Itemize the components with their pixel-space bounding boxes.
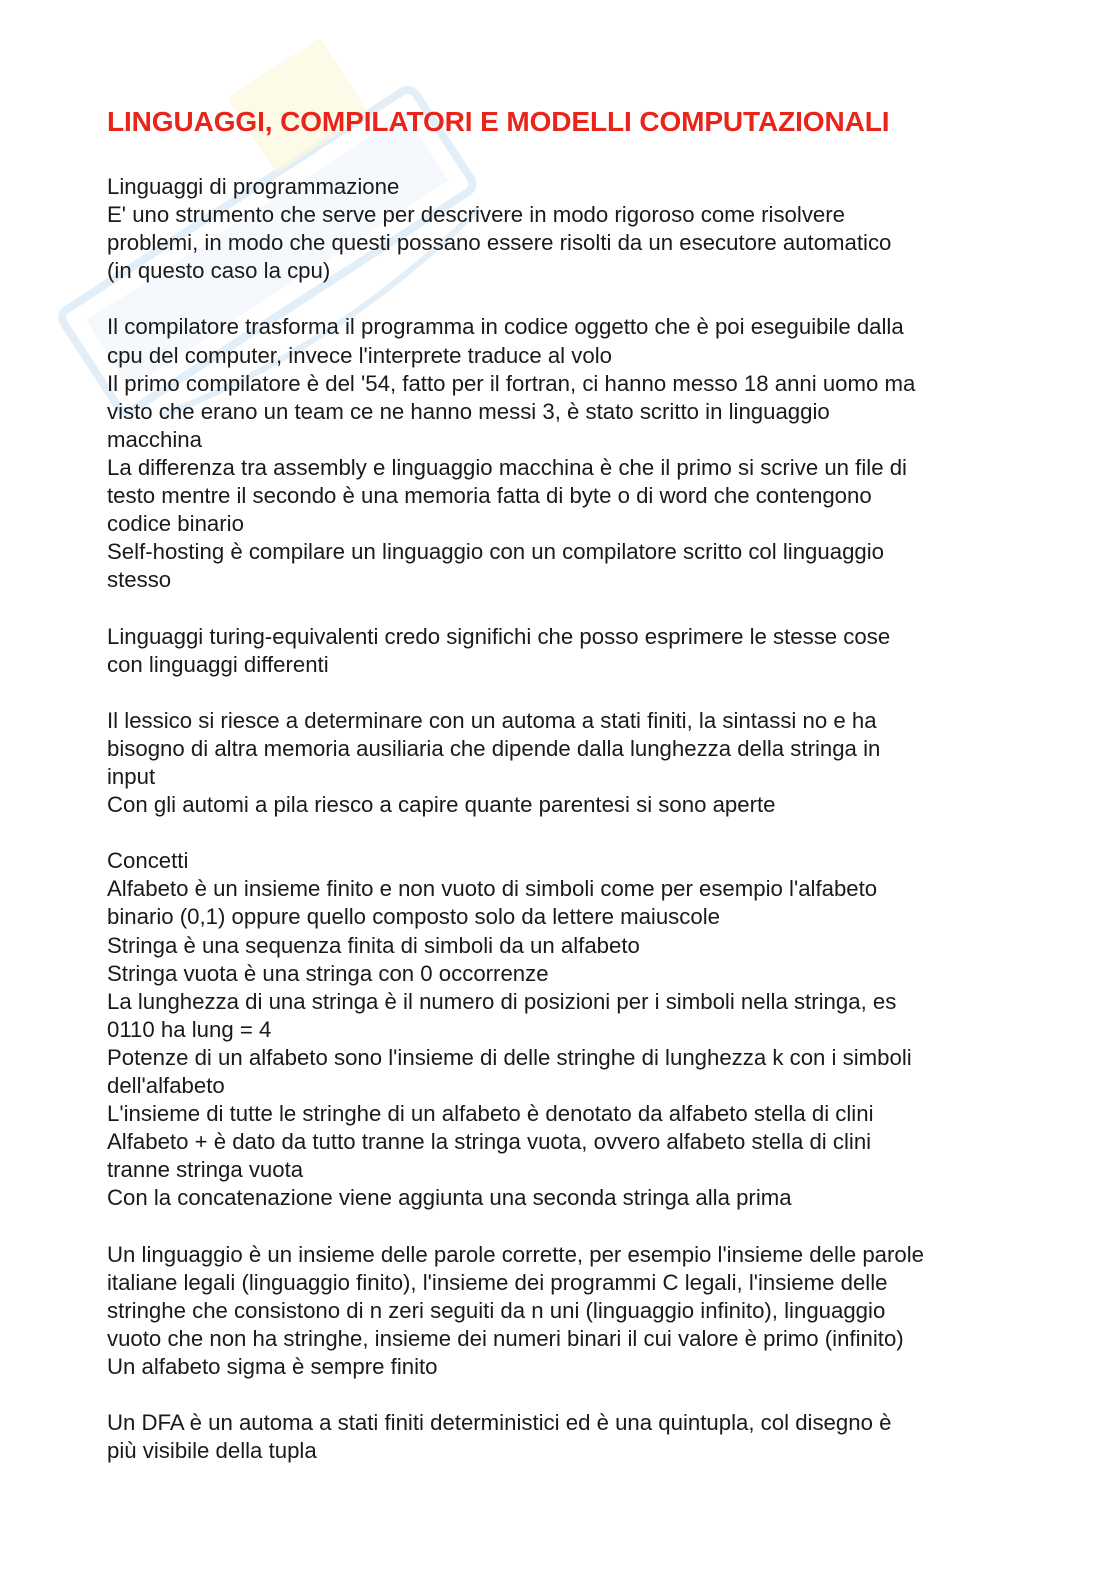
- text-line: Linguaggi turing-equivalenti credo significhi che posso esprimere le stesse cose: [107, 623, 891, 649]
- paragraph: [107, 313, 1017, 594]
- text-line: (in questo caso la cpu): [107, 258, 331, 284]
- text-line: Alfabeto è un insieme finito e non vuoto di simboli come per esempio l'alfabeto: [107, 876, 878, 902]
- text-line: macchina: [107, 426, 202, 452]
- text-line: visto che erano un team ce ne hanno messi 3, è stato scritto in linguaggio: [107, 398, 830, 424]
- paragraph: [107, 1409, 1017, 1465]
- text-line: Un alfabeto sigma è sempre finito: [107, 1353, 438, 1379]
- text-line: La differenza tra assembly e linguaggio macchina è che il primo si scrive un file di: [107, 454, 907, 480]
- text-line: vuoto che non ha stringhe, insieme dei numeri binari il cui valore è primo (infinito): [107, 1325, 904, 1351]
- text-line: L'insieme di tutte le stringhe di un alfabeto è denotato da alfabeto stella di clini: [107, 1101, 874, 1127]
- text-line: 0110 ha lung = 4: [107, 1016, 272, 1042]
- text-line: Stringa è una sequenza finita di simboli da un alfabeto: [107, 932, 640, 958]
- document-page: [107, 105, 1017, 1465]
- text-line: bisogno di altra memoria ausiliaria che dipende dalla lunghezza della stringa in: [107, 735, 881, 761]
- text-line: Un linguaggio è un insieme delle parole corrette, per esempio l'insieme delle parole: [107, 1241, 925, 1267]
- paragraph-gap: [107, 594, 1017, 622]
- text-line: stringhe che consistono di n zeri seguiti da n uni (linguaggio infinito), linguaggio: [107, 1297, 886, 1323]
- paragraph: [107, 623, 1017, 679]
- text-line: Il primo compilatore è del '54, fatto per il fortran, ci hanno messo 18 anni uomo ma: [107, 370, 916, 396]
- text-line: con linguaggi differenti: [107, 651, 329, 677]
- text-line: Il lessico si riesce a determinare con un automa a stati finiti, la sintassi no e ha: [107, 707, 877, 733]
- text-line: italiane legali (linguaggio finito), l'insieme dei programmi C legali, l'insieme delle: [107, 1269, 888, 1295]
- text-line: input: [107, 763, 156, 789]
- text-line: testo mentre il secondo è una memoria fatta di byte o di word che contengono: [107, 483, 872, 509]
- text-line: Stringa vuota è una stringa con 0 occorrenze: [107, 960, 549, 986]
- text-line: Potenze di un alfabeto sono l'insieme di delle stringhe di lunghezza k con i simboli: [107, 1044, 912, 1070]
- paragraph-gap: [107, 679, 1017, 707]
- text-line: problemi, in modo che questi possano essere risolti da un esecutore automatico: [107, 230, 892, 256]
- text-line: binario (0,1) oppure quello composto solo da lettere maiuscole: [107, 904, 720, 930]
- text-line: codice binario: [107, 511, 244, 537]
- text-line: Linguaggi di programmazione: [107, 174, 400, 199]
- text-line: Con gli automi a pila riesco a capire quante parentesi si sono aperte: [107, 792, 776, 818]
- text-line: La lunghezza di una stringa è il numero di posizioni per i simboli nella stringa, es: [107, 988, 897, 1014]
- text-line: E' uno strumento che serve per descrivere in modo rigoroso come risolvere: [107, 202, 845, 228]
- text-line: Un DFA è un automa a stati finiti deterministici ed è una quintupla, col disegno è: [107, 1410, 892, 1436]
- paragraph: [107, 1241, 1017, 1381]
- paragraph-gap: [107, 1212, 1017, 1240]
- text-line: Il compilatore trasforma il programma in codice oggetto che è poi eseguibile dalla: [107, 314, 904, 340]
- document-title: LINGUAGGI, COMPILATORI E MODELLI COMPUTAZIONALI: [107, 106, 890, 137]
- text-line: più visibile della tupla: [107, 1438, 317, 1464]
- text-line: Alfabeto + è dato da tutto tranne la stringa vuota, ovvero alfabeto stella di clini: [107, 1129, 872, 1155]
- paragraph: [107, 173, 1017, 285]
- paragraph-gap: [107, 285, 1017, 313]
- paragraph: [107, 847, 1017, 1212]
- text-line: cpu del computer, invece l'interprete traduce al volo: [107, 342, 612, 368]
- text-line: dell'alfabeto: [107, 1073, 225, 1098]
- paragraph-gap: [107, 819, 1017, 847]
- text-line: tranne stringa vuota: [107, 1157, 304, 1183]
- text-line: Self-hosting è compilare un linguaggio con un compilatore scritto col linguaggio: [107, 539, 885, 565]
- text-line: Con la concatenazione viene aggiunta una seconda stringa alla prima: [107, 1185, 792, 1211]
- paragraph-gap: [107, 1381, 1017, 1409]
- text-line: Concetti: [107, 848, 189, 874]
- paragraph: [107, 707, 1017, 819]
- document-body: [107, 173, 1017, 1465]
- text-line: stesso: [107, 567, 172, 593]
